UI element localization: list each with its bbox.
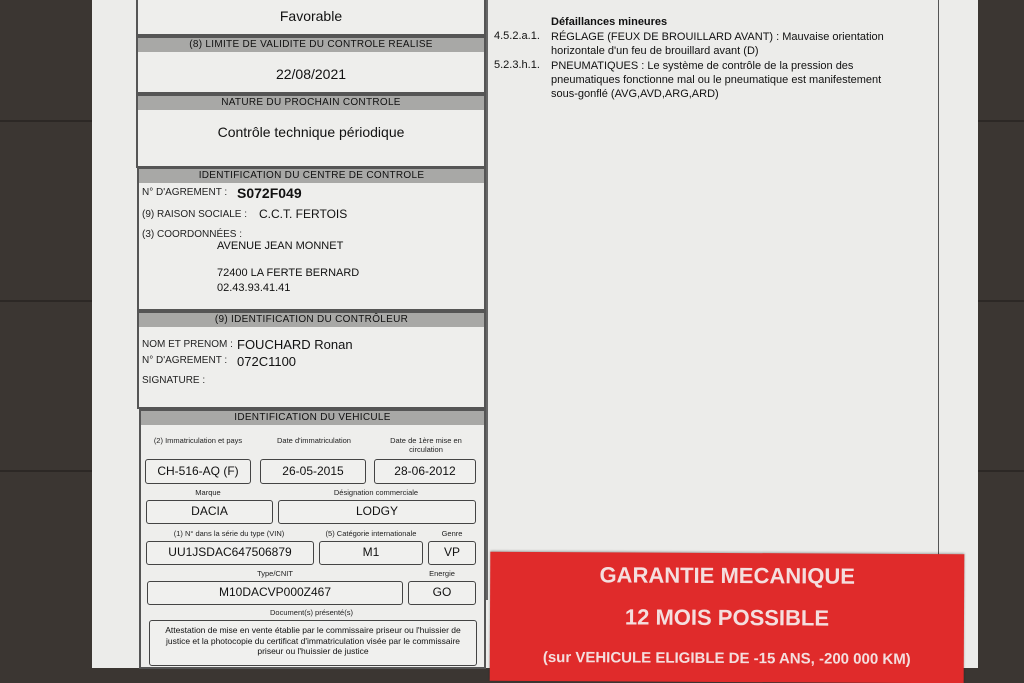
defects-title: Défaillances mineures	[551, 16, 668, 28]
controller-name: FOUCHARD Ronan	[237, 337, 353, 352]
date-first-field: 28-06-2012	[374, 459, 476, 484]
designation-field: LODGY	[278, 500, 476, 524]
energie-label: Energie	[429, 569, 455, 578]
vin-label: (1) N° dans la série du type (VIN)	[173, 529, 285, 538]
center-coord-label: (3) COORDONNÉES :	[142, 229, 243, 240]
controller-name-label: NOM ET PRENOM :	[142, 339, 233, 350]
vehicle-header: IDENTIFICATION DU VEHICULE	[141, 411, 484, 425]
validity-box	[136, 36, 486, 94]
documents-field: Attestation de mise en vente établie par le commissaire priseur ou l'huissier de justice et la photocopie du certificat d'immatriculation visée par le commissaire priseur ou l'huissier de justice	[149, 620, 477, 666]
validity-header: (8) LIMITE DE VALIDITE DU CONTROLE REALISE	[138, 38, 484, 52]
date-first-label: Date de 1ère mise en circulation	[390, 436, 462, 454]
marque-label: Marque	[195, 488, 221, 497]
categorie-field: M1	[319, 541, 423, 565]
result-box	[136, 0, 486, 36]
center-box	[137, 167, 486, 311]
vin-field: UU1JSDAC647506879	[146, 541, 314, 565]
categorie-label: (5) Catégorie internationale	[325, 529, 417, 538]
center-phone: 02.43.93.41.41	[217, 282, 291, 294]
controller-header: (9) IDENTIFICATION DU CONTRÔLEUR	[139, 313, 484, 327]
result-value: Favorable	[279, 8, 343, 24]
type-field: M10DACVP000Z467	[147, 581, 403, 605]
signature-label: SIGNATURE :	[142, 375, 206, 386]
controller-agrement: 072C1100	[237, 354, 297, 369]
documents-label: Document(s) présenté(s)	[270, 608, 353, 617]
next-control-header: NATURE DU PROCHAIN CONTROLE	[138, 96, 484, 110]
marque-field: DACIA	[146, 500, 273, 524]
validity-date: 22/08/2021	[275, 66, 347, 82]
date-immat-field: 26-05-2015	[260, 459, 366, 484]
column-divider	[486, 0, 488, 600]
warranty-banner	[490, 552, 965, 683]
designation-label: Désignation commerciale	[333, 488, 419, 497]
banner-line-2: 12 MOIS POSSIBLE	[624, 604, 830, 631]
center-agrement-label: N° D'AGREMENT :	[142, 187, 228, 198]
controller-agrement-label: N° D'AGREMENT :	[142, 355, 228, 366]
center-address-1: AVENUE JEAN MONNET	[217, 240, 344, 252]
center-raison: C.C.T. FERTOIS	[259, 207, 348, 221]
next-control-box	[136, 94, 486, 168]
immat-field: CH-516-AQ (F)	[145, 459, 251, 484]
center-address-2: 72400 LA FERTE BERNARD	[217, 267, 360, 279]
center-agrement: S072F049	[237, 185, 302, 201]
vehicle-box	[139, 409, 486, 669]
banner-line-3: (sur VEHICULE ELIGIBLE DE -15 ANS, -200 000 KM)	[542, 649, 911, 668]
defect-code: 5.2.3.h.1.	[494, 59, 540, 71]
date-immat-label: Date d'immatriculation	[277, 436, 351, 445]
defect-code: 4.5.2.a.1.	[494, 30, 540, 42]
banner-line-1: GARANTIE MECANIQUE	[599, 562, 856, 589]
controller-box	[137, 311, 486, 409]
next-control-value: Contrôle technique périodique	[217, 124, 405, 140]
immat-label: (2) Immatriculation et pays	[153, 436, 243, 445]
defect-text: RÉGLAGE (FEUX DE BROUILLARD AVANT) : Mauvaise orientation horizontale d'un feu de brouillard avant (D)	[551, 31, 884, 57]
genre-label: Genre	[441, 529, 463, 538]
defect-text: PNEUMATIQUES : Le système de contrôle de la pression des pneumatiques fonctionne mal ou le pneumatique est manifestement sous-gonflé (AVG,AVD,ARG,ARD)	[551, 60, 882, 100]
page-border	[938, 0, 939, 555]
center-raison-label: (9) RAISON SOCIALE :	[142, 209, 248, 220]
center-header: IDENTIFICATION DU CENTRE DE CONTROLE	[139, 169, 484, 183]
energie-field: GO	[408, 581, 476, 605]
type-label: Type/CNIT	[257, 569, 293, 578]
genre-field: VP	[428, 541, 476, 565]
